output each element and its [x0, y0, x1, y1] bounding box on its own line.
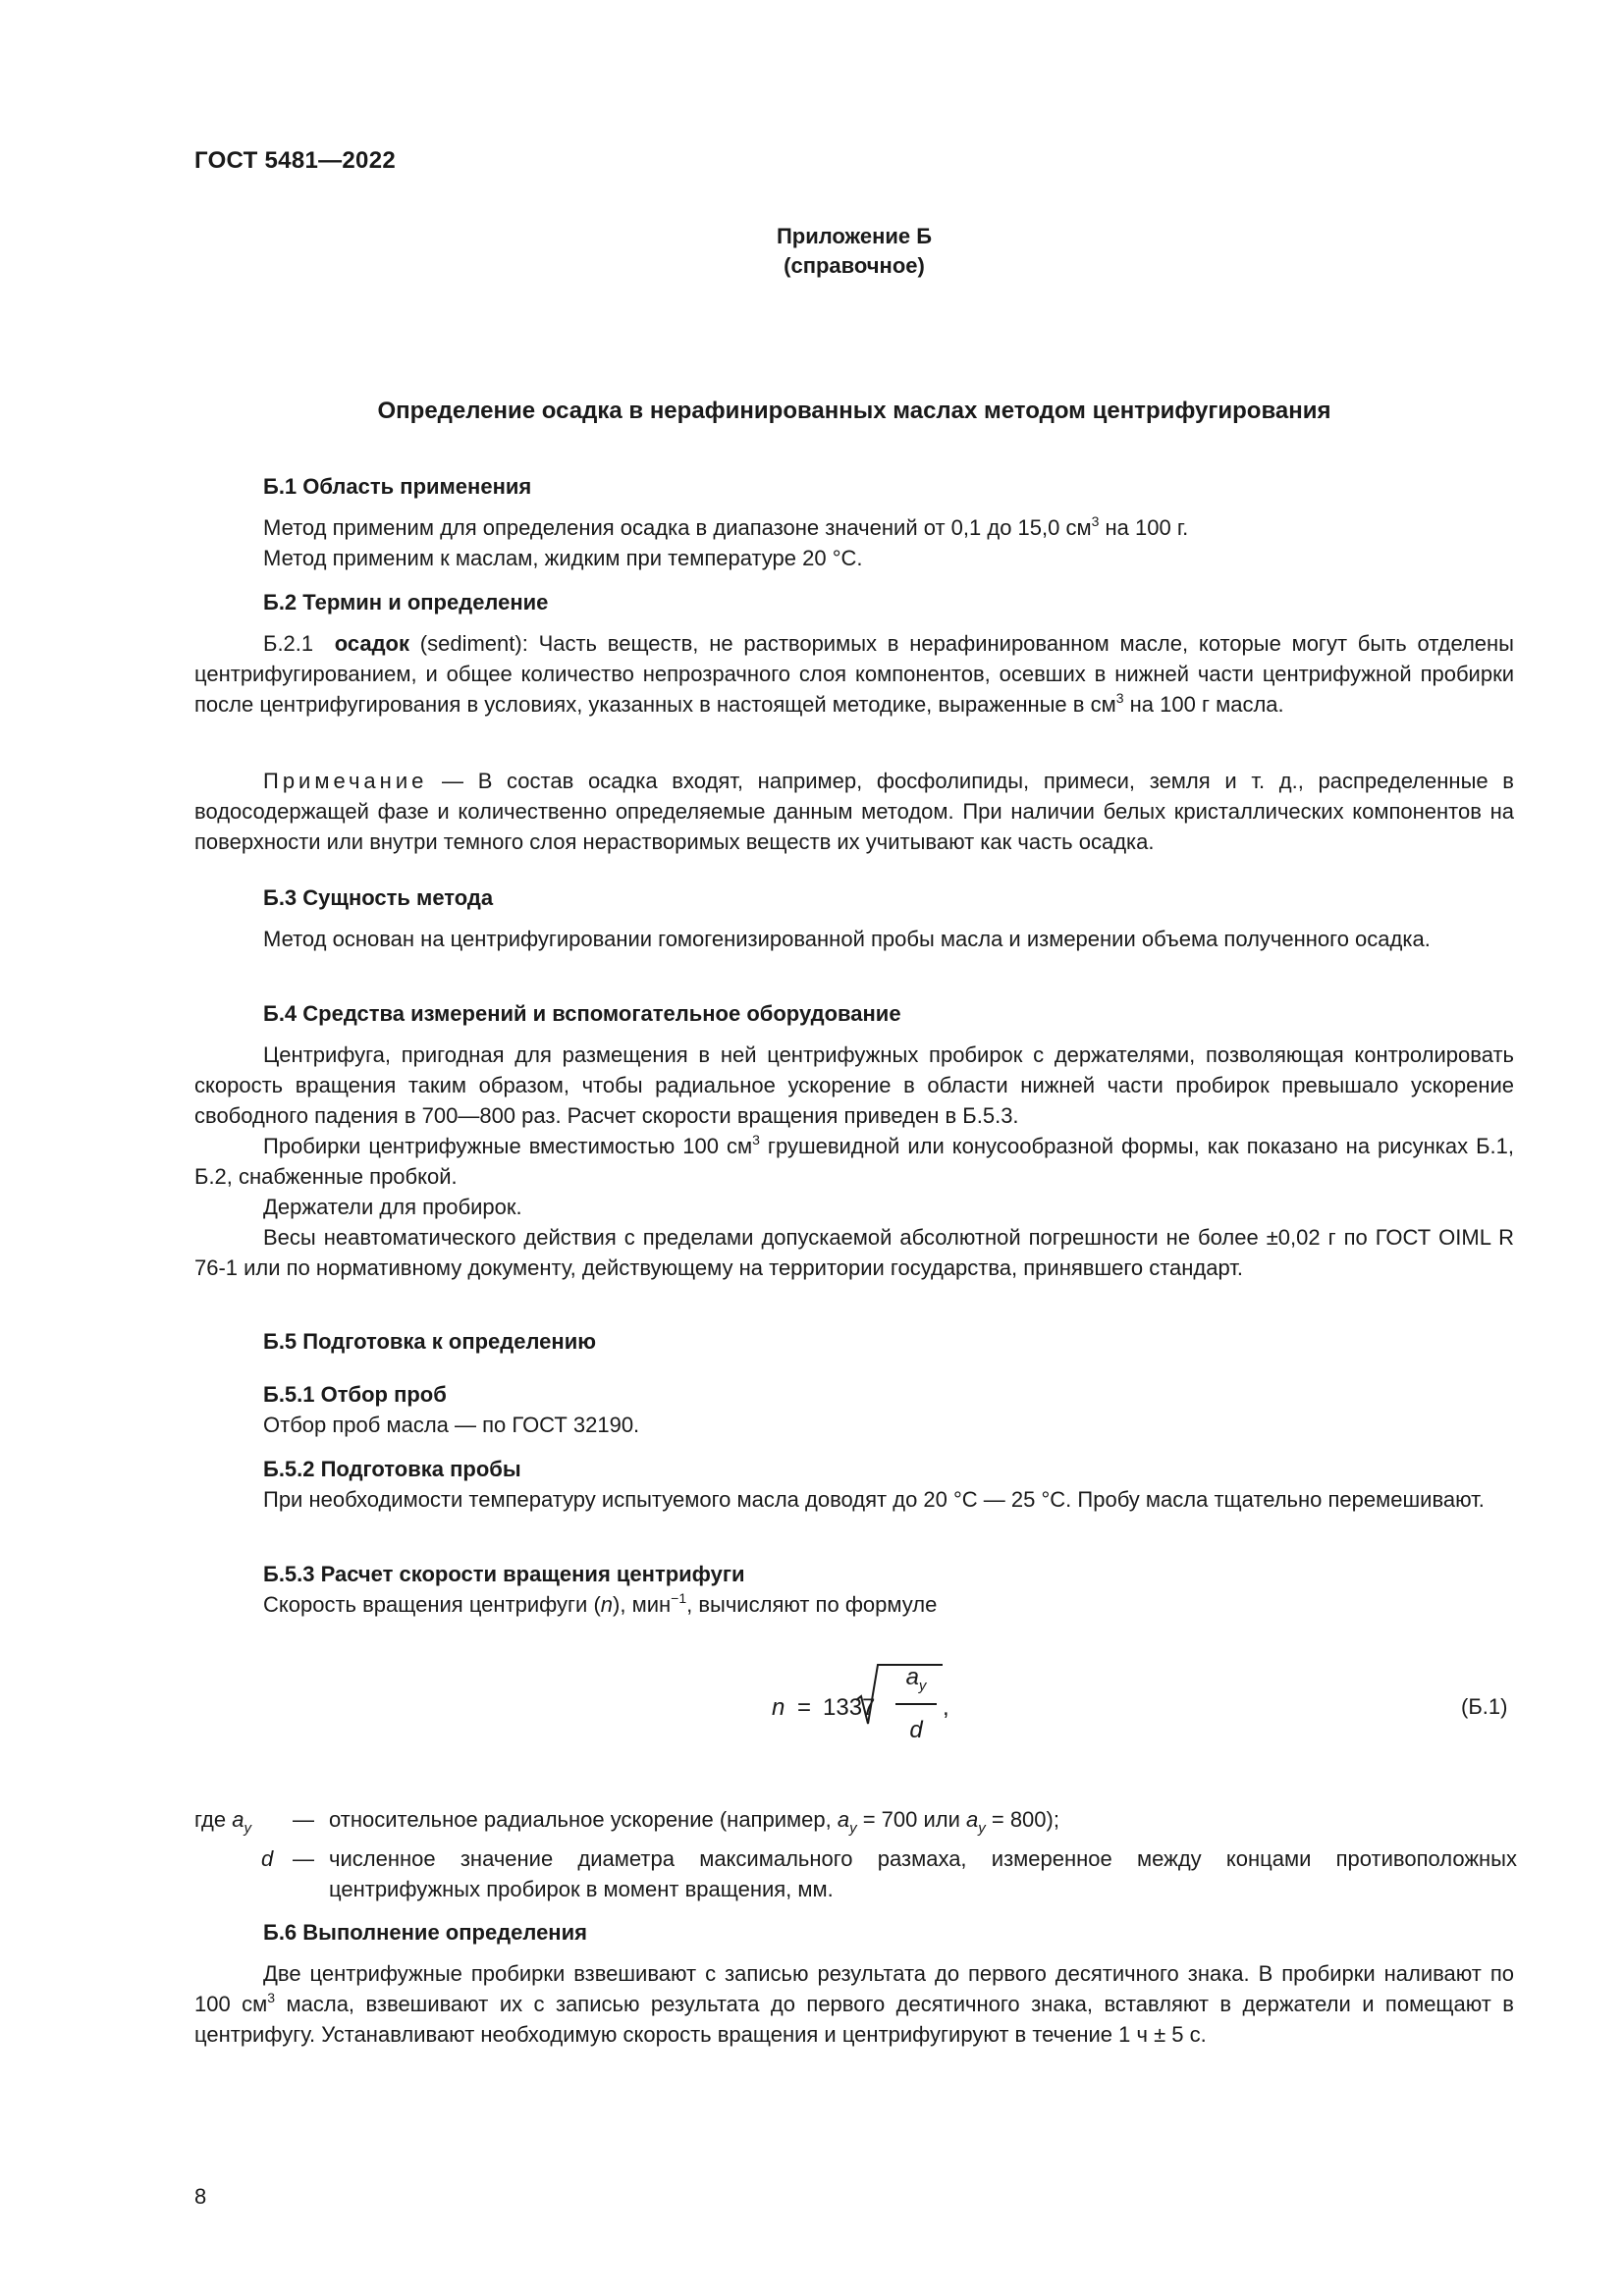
- section-b2-body: [194, 628, 1514, 720]
- section-b6-heading: Б.6 Выполнение определения: [263, 1920, 587, 1945]
- section-b1-heading: Б.1 Область применения: [263, 474, 532, 499]
- section-b51-heading: Б.5.1 Отбор проб: [263, 1382, 447, 1407]
- b1-paragraph-2: Метод применим к маслам, жидким при температуре 20 °С.: [263, 546, 863, 570]
- document-page: ГОСТ 5481—2022 Приложение Б (справочное) Определение осадка в нерафинированных маслах методом центрифугирования Б.1 Область применения Метод применим для определения осадка в диапазоне значений от 0,1 до 15,0 $см^3$ на 100 г. Метод применим к маслам, жидким при температуре 20 °С. Б.2 Термин и определение Б.2.1 осадок (sediment): Часть веществ, не растворимых в нерафинированном масле, которые могут быть отделены центрифугированием, и общее количество непрозрачного слоя компонентов, осевших в нижней части центрифужной пробирки после центрифугирования в условиях, указанных в настоящей методике, выраженные в $см^3$ на 100 г масла. Примечание — В состав осадка входят, например, фосфолипиды, примеси, земля и т. д., распределенные в водосодержащей фазе и количественно определяемые данным методом. При наличии белых кристаллических компонентов на поверхности или внутри темного слоя нерастворимых веществ их учитывают как часть осадка. Б.3 Сущность метода Метод основан на центрифугировании гомогенизированной пробы масла и измерении объема полученного осадка. Б.4 Средства измерений и вспомогательное оборудование Центрифуга, пригодная для размещения в ней центрифужных пробирок с держателями, позволяющая контролировать скорость вращения таким образом, чтобы радиальное ускорение в области нижней части пробирок превышало ускорение свободного падения в 700—800 раз. Расчет скорости вращения приведен в Б.5.3. Пробирки центрифужные вместимостью 100 $см^3$ грушевидной или конусообразной формы, как показано на рисунках Б.1, Б.2, снабженные пробкой. Держатели для пробирок. Весы неавтоматического действия с пределами допускаемой абсолютной погрешности не более ±0,02 г по ГОСТ OIML R 76-1 или по нормативному документу, действующему на территории государства, принявшего стандарт. Б.5 Подготовка к определению Б.5.1 Отбор проб Отбор проб масла — по ГОСТ 32190. Б.5.2 Подготовка пробы При необходимости температуру испытуемого масла доводят до 20 °С — 25 °С. Пробу масла тщательно перемешивают. Б.5.3 Расчет скорости вращения центрифуги Скорость вращения центрифуги (n), мин$^{-1}$, вычисляют по формуле n = 1337 $a_y$ d , (Б.1) где $a_y$ — относительное радиальное ускорение (например, $a_y = 700$ или $a_y = 800$); d — численное значение диаметра максимального размаха, измеренное между концами противоположных центрифужных пробирок в момент вращения, мм. Б.6 Выполнение определения Две центрифужные пробирки взвешивают с записью результата до первого десятичного знака. В пробирки наливают по 100 $см^3$ масла, взвешивают их с записью результата до первого десятичного знака, вставляют в держатели и помещают в центрифугу. Устанавливают необходимую скорость вращения и центрифугируют в течение 1 ч ± 5 с. 8: [0, 0, 1624, 2296]
- formula-number: (Б.1): [1461, 1694, 1508, 1719]
- section-b3-heading: Б.3 Сущность метода: [263, 885, 494, 910]
- where-d-symbol: d: [261, 1846, 274, 1871]
- fraction-numerator: $a_y$: [905, 1664, 927, 1694]
- appendix-title: Приложение Б: [776, 224, 933, 248]
- page-number: 8: [194, 2184, 207, 2209]
- section-b2-heading: Б.2 Термин и определение: [263, 590, 549, 614]
- where-lead: где $a_y$: [194, 1807, 251, 1837]
- section-b52-heading: Б.5.2 Подготовка пробы: [263, 1457, 521, 1481]
- section-b4-heading: Б.4 Средства измерений и вспомогательное оборудование: [263, 1001, 901, 1026]
- b2-note: Примечание — В состав осадка входят, например, фосфолипиды, примеси, земля и т. д., распределенные в водосодержащей фазе и количественно определяемые данным методом. При наличии белых кристаллических компонентов на поверхности или внутри темного слоя нерастворимых веществ их учитывают как часть осадка.: [194, 769, 1514, 854]
- fraction-denominator: d: [909, 1717, 923, 1743]
- document-code: ГОСТ 5481—2022: [194, 147, 397, 174]
- b1-paragraph-1: Метод применим для определения осадка в диапазоне значений от 0,1 до 15,0 $см^3$ на 100 г.: [263, 513, 1189, 540]
- section-b4-body: [194, 1040, 1514, 1283]
- b4-paragraph-3: Держатели для пробирок.: [263, 1195, 522, 1219]
- where-dash-2: —: [293, 1846, 314, 1871]
- section-b52-body: При необходимости температуру испытуемого масла доводят до 20 °С — 25 °С. Пробу масла тщательно перемешивают.: [263, 1487, 1485, 1512]
- b4-paragraph-1: Центрифуга, пригодная для размещения в ней центрифужных пробирок с держателями, позволяющая контролировать скорость вращения таким образом, чтобы радиальное ускорение в области нижней части пробирок превышало ускорение свободного падения в 700—800 раз. Расчет скорости вращения приведен в Б.5.3.: [194, 1042, 1514, 1128]
- where-ay-description: относительное радиальное ускорение (например, $a_y = 700$ или $a_y = 800$);: [329, 1807, 1059, 1837]
- section-b53-body: Скорость вращения центрифуги (n), мин$^{-1}$, вычисляют по формуле: [263, 1590, 938, 1617]
- section-b5-heading: Б.5 Подготовка к определению: [263, 1329, 597, 1354]
- where-d-description: численное значение диаметра максимального размаха, измеренное между концами противоположных центрифужных пробирок в момент вращения, мм.: [329, 1846, 1517, 1901]
- section-b1-body: [194, 512, 1514, 573]
- main-title: Определение осадка в нерафинированных маслах методом центрифугирования: [377, 398, 1331, 424]
- appendix-type: (справочное): [784, 253, 925, 278]
- section-b51-body: Отбор проб масла — по ГОСТ 32190.: [263, 1413, 640, 1437]
- b4-paragraph-2: Пробирки центрифужные вместимостью 100 $см^3$ грушевидной или конусообразной формы, как показано на рисунках Б.1, Б.2, снабженные пробкой.: [194, 1132, 1514, 1189]
- b2-term-definition: Б.2.1 осадок (sediment): Часть веществ, не растворимых в нерафинированном масле, которые могут быть отделены центрифугированием, и общее количество непрозрачного слоя компонентов, осевших в нижней части центрифужной пробирки после центрифугирования в условиях, указанных в настоящей методике, выраженные в $см^3$ на 100 г масла.: [194, 631, 1514, 717]
- section-b53-heading: Б.5.3 Расчет скорости вращения центрифуги: [263, 1562, 745, 1586]
- where-dash-1: —: [293, 1807, 314, 1832]
- b4-paragraph-4: Весы неавтоматического действия с пределами допускаемой абсолютной погрешности не более ±0,02 г по ГОСТ OIML R 76-1 или по нормативному документу, действующему на территории государства, принявшего стандарт.: [194, 1225, 1514, 1280]
- section-b3-body: Метод основан на центрифугировании гомогенизированной пробы масла и измерении объема полученного осадка.: [263, 927, 1431, 951]
- section-b6-body: Две центрифужные пробирки взвешивают с записью результата до первого десятичного знака. В пробирки наливают по 100 $см^3$ масла, взвешивают их с записью результата до первого десятичного знака, вставляют в держатели и помещают в центрифугу. Устанавливают необходимую скорость вращения и центрифугируют в течение 1 ч ± 5 с.: [194, 1961, 1514, 2047]
